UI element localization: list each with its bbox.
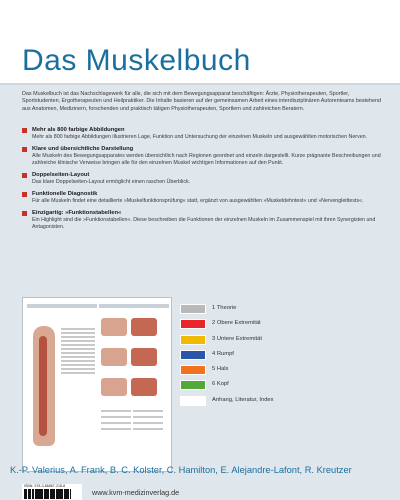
color-swatch [180,380,206,390]
exercise-illustration [131,378,157,396]
barcode [22,484,82,500]
color-swatch [180,319,206,329]
title-band [0,0,400,83]
feature-item [22,146,382,167]
legend-item [180,378,380,393]
legend-item [180,348,380,363]
color-swatch [180,350,206,360]
feature-list [22,127,382,236]
feature-text: Ein Highlight sind die »Funktionstabellen«. Diese beschreiben die Funktionen der einzelnen Muskeln im Zusammenspiel mit ihren Synergisten und Antagonisten. [32,217,376,230]
exercise-illustration [101,318,127,336]
feature-item [22,210,382,231]
feature-item [22,191,382,205]
feature-text: Das klare Doppelseiten-Layout ermöglicht einen raschen Überblick. [32,179,191,185]
legend-label: 1 Theorie [212,305,237,311]
color-swatch [180,304,206,314]
feature-item [22,172,382,186]
book-spread-preview [22,297,172,472]
preview-right-page [99,304,169,464]
color-swatch [180,365,206,375]
preview-left-page [27,304,97,464]
feature-title: Doppelseiten-Layout [32,172,90,178]
bullet-icon [22,147,27,152]
legend-label: Anhang, Literatur, Index [212,396,274,403]
legend-label: 4 Rumpf [212,350,234,357]
feature-title: Einzigartig: »Funktionstabellen« [32,210,122,216]
feature-text: Für alle Muskeln findet eine detaillierte »Muskelfunktionsprüfung« statt, ergänzt von ausgewählten »Muskeldehntest« und »Nervengleittests«. [32,198,364,204]
intro-paragraph: Das Muskelbuch ist das Nachschlagewerk für alle, die sich mit dem Bewegungsapparat beschäftigen: Ärzte, Physiotherapeuten, Sportler, Sportstudenten, Ergotherapeuten und Heilpraktiker. Die Inhalte basieren auf der gemeinsamen Arbeit eines interdisziplinären Autorenteams bestehend aus Anatomen, Medizinern, forschenden und praktisch tätigen Physiotherapeuten, Sportlern und zahlreichen Beratern. [22,91,381,112]
legend-item [180,302,380,317]
feature-title: Funktionelle Diagnostik [32,191,98,197]
legend-item [180,317,380,332]
isbn-label: ISBN: 978-3-86867-218-8 [24,484,66,488]
bullet-icon [22,128,27,133]
exercise-illustration [101,378,127,396]
book-title: Das Muskelbuch [22,44,251,77]
color-swatch [180,396,206,406]
feature-title: Klare und übersichtliche Darstellung [32,146,134,152]
muscle-illustration [39,336,47,436]
color-swatch [180,335,206,345]
exercise-illustration [131,318,157,336]
exercise-illustration [131,348,157,366]
legend-label: 5 Hals [212,366,229,373]
legend-label: 3 Untere Extremität [212,335,262,342]
legend-label: 2 Obere Extremität [212,320,261,327]
author-list: K.-P. Valerius, A. Frank, B. C. Kolster, C. Hamilton, E. Alejandre-Lafont, R. Kreutzer [10,465,352,475]
exercise-illustration [101,348,127,366]
chapter-color-legend [180,302,380,409]
legend-item [180,394,380,409]
barcode-icon [24,489,80,499]
legend-item [180,363,380,378]
bullet-icon [22,192,27,197]
feature-text: Mehr als 800 farbige Abbildungen illustrieren Lage, Funktion und Untersuchung der einzelnen Muskeln und ausgewählten motorischen Nerven. [32,134,368,140]
back-cover-content [0,85,400,500]
legend-item [180,333,380,348]
feature-text: Alle Muskeln des Bewegungsapparates werden übersichtlich nach Regionen geordnet und einzeln dargestellt. Kurze prägnante Beschreibungen und zahlreiche klinische Verweise bringen alle für den einzelnen Muskel wichtigen Informationen auf den Punkt. [32,153,381,166]
feature-title: Mehr als 800 farbige Abbildungen [32,127,125,133]
legend-label: 6 Kopf [212,381,229,388]
feature-item [22,127,382,141]
publisher-url: www.kvm-medizinverlag.de [92,488,180,497]
bullet-icon [22,173,27,178]
bullet-icon [22,211,27,216]
